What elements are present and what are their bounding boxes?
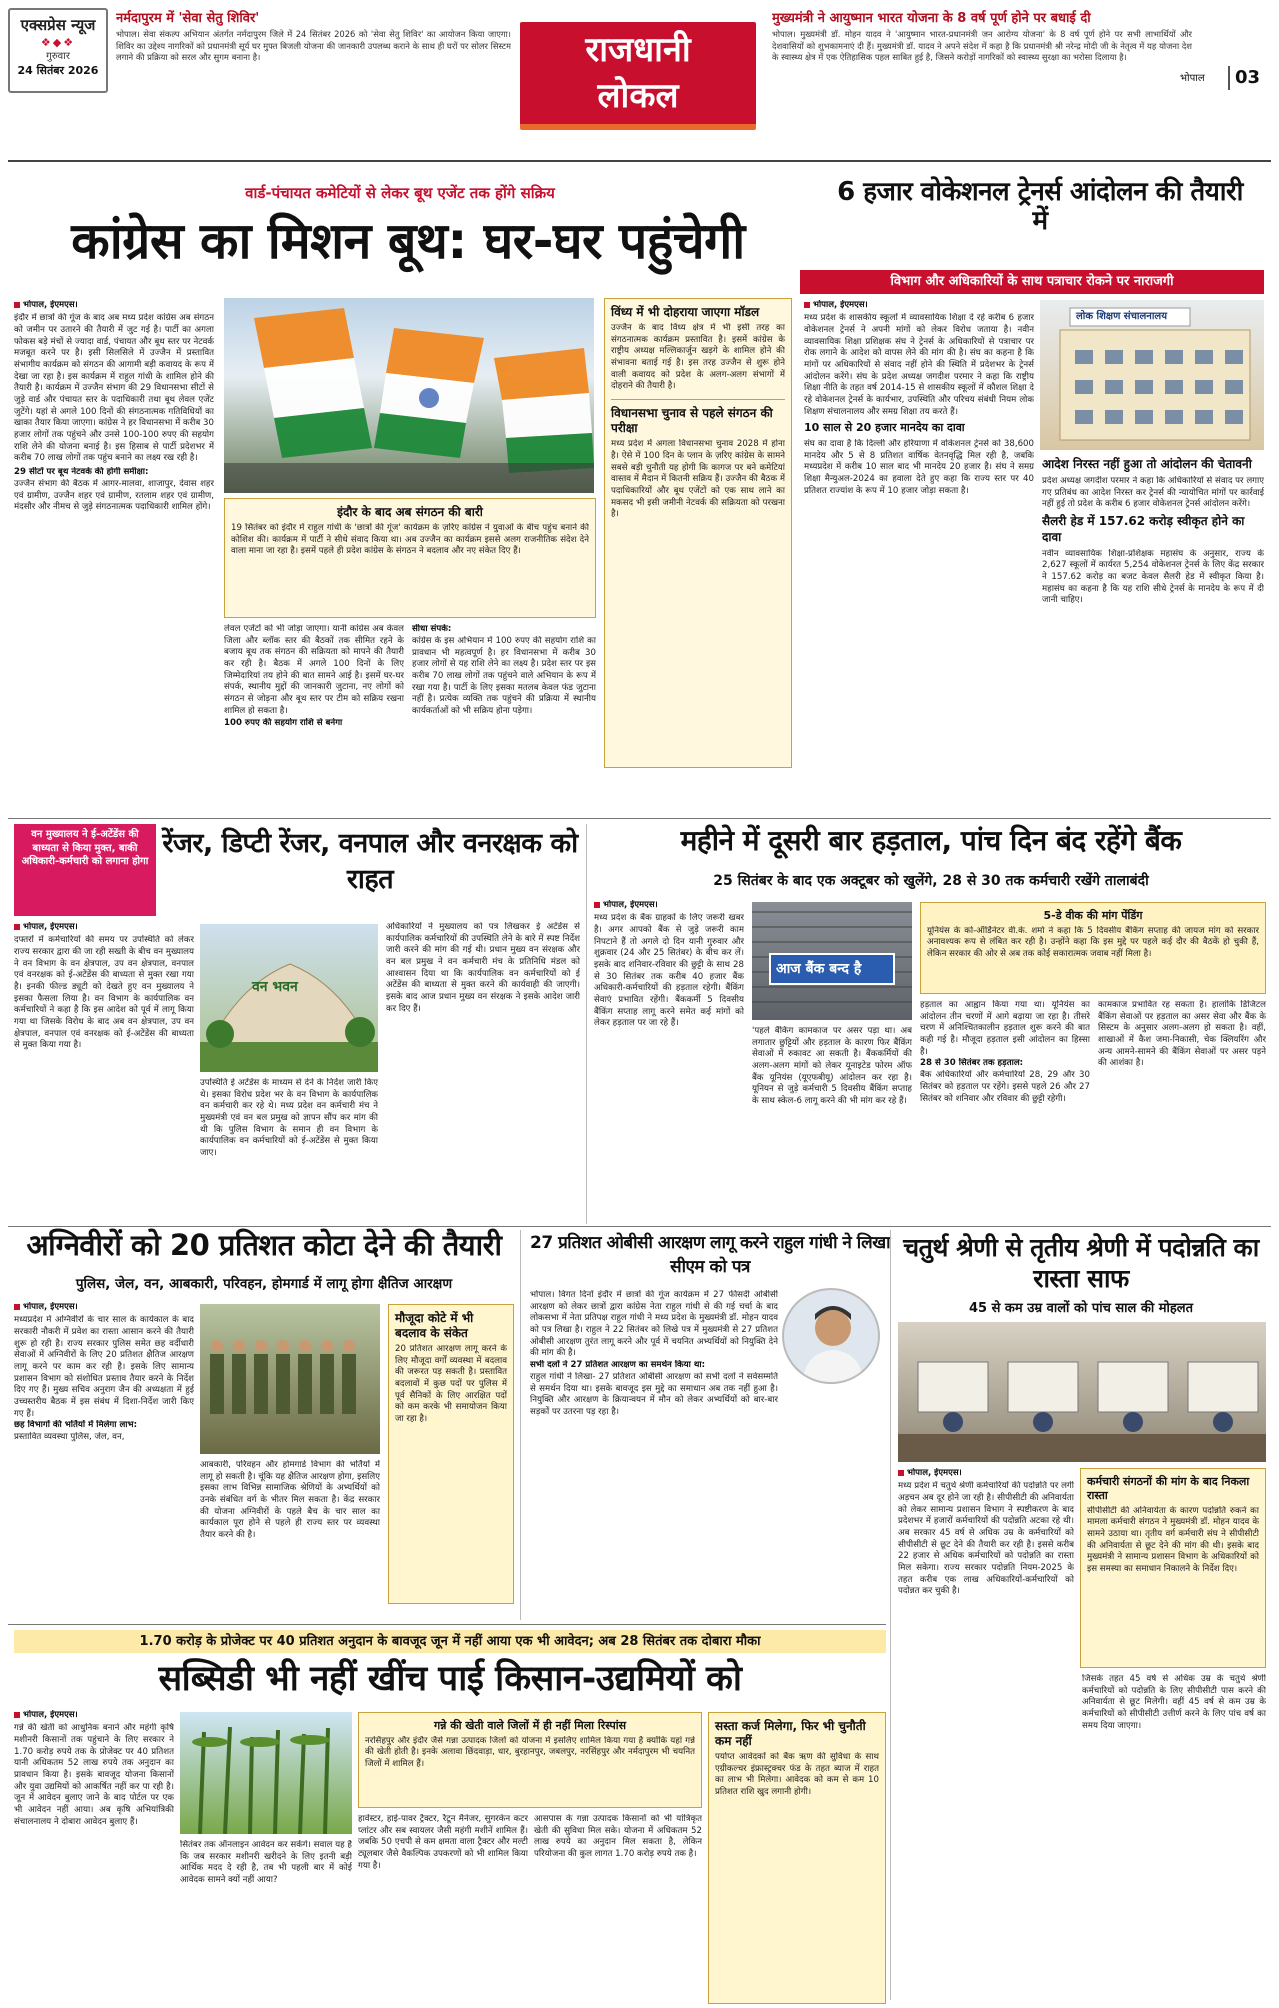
forest-col2-text: उपस्थिति ई अटेंडेंस के माध्यम से देने के निर्देश जारी किए थे। इसका विरोध प्रदेश भर के वन विभाग के कार्यपालिक वन कर्मचारी कर रहे थे। मध्य प्रदेश वन कर्मचारी मंच ने मुख्यमंत्री एवं वन बल प्रमुख को ज्ञापन सौंप कर मांग की थी कि पुलिस विभाग के समान ही वन विभाग के कार्यपालिक वन कर्मचारियों को ई-अटेंडेंस से मुक्त किया जाए। [200,1078,378,1159]
forest-headline: रेंजर, डिप्टी रेंजर, वनपाल और वनरक्षक को राहत [162,828,578,895]
promotion-col2-text: जिसके तहत 45 वर्ष से अधिक उम्र के चतुर्थ श्रेणी कर्मचारियों को पदोन्नति के लिए सीपीसीटी पास करने की अनिवार्यता से छूट मिलेगी। वहीं 45 वर्ष से कम उम्र के कर्मचारियों को सीपीसीटी उत्तीर्ण करने के लिए पांच वर्ष का समय दिया जाएगा। [1082,1674,1266,1731]
office-illustration [898,1322,1266,1462]
agniveer-col1-sub: छह विभागों की भर्तियों में मिलेगा लाभ: [14,1420,138,1431]
sugarcane-illustration [180,1712,352,1834]
issue-day: गुरुवार [46,51,70,63]
congress-headline: कांग्रेस का मिशन बूथ: घर-घर पहुंचेगी [71,212,745,270]
bank-kicker: 25 सितंबर के बाद एक अक्टूबर को खुलेंगे, 28 से 30 तक कर्मचारी रखेंगे तालाबंदी [713,873,1149,889]
congress-side2-text: मध्य प्रदेश में अगला विधानसभा चुनाव 2028 में होना है। ऐसे में 100 दिन के प्लान के ज़रिए कांग्रेस के सामने सबसे बड़ी चुनौती यह होगी कि कागज पर बने कमेटियां वास्तव में मैदान में कितनी सक्रिय हैं। उज्जैन की बैठक में पदाधिकारियों और बूथ एजेंटों को एक साथ लाने का मकसद भी इसी जमीनी नेटवर्क की सक्रियता को परखना है। [611,439,785,520]
congress-byline: भोपाल, ईएमएस। [14,300,214,311]
vocational-col2-text: प्रदेश अध्यक्ष जगदीश परमार ने कहा कि अधिकारियों से संवाद पर लगाए गए प्रतिबंध का आदेश निरस्त कर ट्रेनर्स की न्यायोचित मांगों पर कार्रवाई नहीं हुई तो प्रदेश के करीब 6 हजार वोकेशनल ट्रेनर्स आंदोलन करेंगे। [1042,475,1264,510]
rahul-gandhi-photo [782,1288,880,1384]
congress-side1-title: विंध्य में भी दोहराया जाएगा मॉडल [611,305,760,319]
subsidy-box-text: नरसिंहपुर और इंदौर जैसे गन्ना उत्पादक जिलों को योजना में इसलिए शामिल किया गया है क्योंकि यहां गन्ने की खेती होती है। इनके अलावा छिंदवाड़ा, धार, बुरहानपुर, जबलपुर, नरसिंहपुर और नर्मदापुरम भी चयनित जिलों में शामिल हैं। [365,1735,695,1770]
forest-photo-caption: वन भवन [252,979,298,995]
bank-photo-caption: आज बैंक बन्द है [776,961,862,977]
forest-col3 [386,922,580,1222]
agniveer-box-title: मौजूदा कोटे में भी बदलाव के संकेत [395,1311,474,1340]
congress-col3-text: कांग्रेस के इस अभियान में 100 रुपए की सहयोग राशि का प्रावधान भी महत्वपूर्ण है। हर विधानसभा में करीब 30 हजार लोगों से यह राशि लेने का लक्ष्य है। प्रदेश स्तर पर इस करीब 70 लाख लोगों तक पहुंचने वाले अभियान के रूप में रखा गया है। पार्टी के लिए इसका मतलब केवल फंड जुटाना नहीं है। प्रत्येक व्यक्ति तक पहुंचने की प्रक्रिया में स्थानीय कार्यकर्ताओं को भी सक्रिय होना पड़ेगा। [412,635,596,716]
congress-side1-text: उज्जैन के बाद विंध्य क्षेत्र में भी इसी तरह का संगठनात्मक कार्यक्रम प्रस्तावित है। इसमें कांग्रेस के राष्ट्रीय अध्यक्ष मल्लिकार्जुन खड़गे के शामिल होने की संभावना बताई गई है। इस तरह उज्जैन से शुरू होने वाली कवायद को प्रदेश के अलग-अलग संभागों में दोहराने की तैयारी है। [611,323,785,392]
promotion-headline: चतुर्थ श्रेणी से तृतीय श्रेणी में पदोन्नति का रास्ता साफ [903,1233,1259,1294]
congress-col2 [224,624,404,810]
congress-indore-title: इंदौर के बाद अब संगठन की बारी [337,505,483,519]
congress-indore-text: 19 सितंबर को इंदौर में राहुल गांधी के 'छात्रों की गूंज' कार्यक्रम के ज़रिए कांग्रेस ने युवाओं के बीच पहुंच बनाने की कोशिश की। कार्यक्रम में पार्टी ने सीधे संवाद किया था। अब उज्जैन का कार्यक्रम इससे अलग राजनीतिक संदेश देने वाला माना जा रहा है। इसमें पहले ही प्रदेश कांग्रेस के संगठन ने बदलाव और नए संकेत दिए हैं। [231,523,589,557]
obc-sub: सभी दलों ने 27 प्रतिशत आरक्षण का समर्थन किया था: [530,1360,706,1371]
vocational-col2 [1042,454,1264,810]
section-title-line2: लोकल [597,76,679,116]
agniveer-col1 [14,1302,194,1620]
vocational-sub1: 10 साल से 20 हजार मानदेय का दावा [804,421,965,435]
agniveer-col1-b: प्रस्तावित व्यवस्था पुलिस, जेल, वन, [14,1432,125,1443]
agniveer-col1-text: मध्यप्रदेश में अग्निवीरों के चार साल के कार्यकाल के बाद सरकारी नौकरी में प्रवेश का रास्ता आसान करने की तैयारी शुरू हो रही है। राज्य सरकार पुलिस समेत छह वर्दीधारी सेवाओं में अग्निवीरों के लिए 20 प्रतिशत क्षैतिज आरक्षण लागू करने पर काम कर रही है। इसके लिए सामान्य प्रशासन विभाग को संशोधित प्रस्ताव तैयार करने के निर्देश दिए गए हैं। मुख्य सचिव अनुराग जैन की अध्यक्षता में हुई उच्चस्तरीय बैठक में इस संबंध में दिशा-निर्देश जारी किए गए हैं। [14,1315,194,1419]
subsidy-box-title: गन्ने की खेती वाले जिलों में ही नहीं मिला रिस्पांस [433,1719,627,1732]
subsidy-col2-text: सितंबर तक ऑनलाइन आवेदन कर सकेंगे। सवाल यह है कि जब सरकार मशीनरी खरीदने के लिए इतनी बड़ी आर्थिक मदद दे रही है, तब भी पहली बार में कोई आवेदक सामने क्यों नहीं आया? [180,1840,352,1886]
agniveer-byline: भोपाल, ईएमएस। [14,1302,194,1313]
agniveer-headline: अग्निवीरों को 20 प्रतिशत कोटा देने की तैयारी [26,1228,502,1262]
forest-col1 [14,922,194,1222]
bank-col1-text: मध्य प्रदेश के बैंक ग्राहकों के लिए जरूरी खबर है। अगर आपको बैंक से जुड़े जरूरी काम निपटाने हैं तो अगले दो दिन यानी गुरुवार और शुक्रवार (24 और 25 सितंबर) के बीच कर लें। इसके बाद शनिवार-रविवार की छुट्टी के साथ 28 से 30 सितंबर तक करीब 40 हजार बैंक अधिकारी-कर्मचारियों की हड़ताल रहेगी। बैंकिंग सेवाएं प्रभावित रहेंगी। बैंककर्मी 5 दिवसीय बैंकिंग सप्ताह लागू करने समेत कई मांगों को लेकर हड़ताल पर जा रहे हैं। [594,913,744,1029]
portrait-illustration [784,1290,880,1384]
subsidy-col1-text: गन्ने की खेती को आधुनिक बनाने और महंगी कृषि मशीनरी किसानों तक पहुंचाने के लिए सरकार ने 1.70 करोड़ रुपये तक के प्रोजेक्ट पर 40 प्रतिशत यानी अधिकतम 52 लाख रुपये तक अनुदान का प्रावधान किया है। इसके बावजूद योजना किसानों और युवा उद्यमियों को आकर्षित नहीं कर पा रही है। जून में आवेदन बुलाए जाने के बाद पोर्टल पर एक भी आवेदन नहीं आया। अब कृषि अभियांत्रिकी संचालनालय ने दोबारा आवेदन बुलाए हैं। [14,1723,174,1827]
subsidy-col4 [534,1814,702,2004]
left-teaser-text: भोपाल। सेवा संकल्प अभियान अंतर्गत नर्मदापुरम जिले में 24 सितंबर 2026 को 'सेवा सेतु शिविर' का आयोजन किया जाएगा। शिविर का उद्देश्य नागरिकों को प्रधानमंत्री सूर्य घर मुफ्त बिजली योजना की जानकारी उपलब्ध कराने के साथ ही घरों पर सोलर सिस्टम लगाने की प्रक्रिया को सरल और सुगम बनाना है। [116,29,511,62]
bank-headline: महीने में दूसरी बार हड़ताल, पांच दिन बंद रहेंगे बैंक [680,824,1182,857]
subsidy-box2-text: पर्याप्त आवेदकों को बैंक ऋण की सुविधा के साथ एग्रीकल्चर इंफ्रास्ट्रक्चर फंड के तहत ब्याज में राहत का लाभ भी मिलेगा। आवेदक को कम से कम 10 प्रतिशत राशि खुद लगानी होगी। [715,1752,879,1798]
vocational-byline: भोपाल, ईएमएस। [804,300,1034,311]
congress-col2-text: लेवल एजेंटों को भी जोड़ा जाएगा। यानी कांग्रेस अब केवल जिला और ब्लॉक स्तर की बैठकों तक सीमित रहने के बजाय बूथ तक संगठन की सक्रियता को मापने की तैयारी कर रही है। बैठक में अगले 100 दिनों के लिए जिम्मेदारियां तय होने की बात सामने आई है। इसमें घर-घर संपर्क, स्थानीय मुद्दों की जानकारी जुटाना, नए लोगों को संगठन से जोड़ना और बूथ स्तर पर टीम को सक्रिय रखना शामिल हो सकता है। [224,624,404,716]
sugarcane-photo [180,1712,352,1834]
bank-byline: भोपाल, ईएमएस। [594,900,744,911]
promotion-box-text: सीपीसीटी की अनिवार्यता के कारण पदोन्नति रुकने का मामला कर्मचारी संगठन ने मुख्यमंत्री डॉ. मोहन यादव के सामने उठाया था। तृतीय वर्ग कर्मचारी संघ ने सीपीसीटी की अनिवार्यता से छूट देने की मांग की थी। इसके बाद मुख्यमंत्री ने सामान्य प्रशासन विभाग के अधिकारियों को इस समस्या का समाधान निकालने के निर्देश दिए। [1087,1505,1259,1574]
right-teaser-text: भोपाल। मुख्यमंत्री डॉ. मोहन यादव ने 'आयुष्मान भारत-प्रधानमंत्री जन आरोग्य योजना' के 8 वर्ष पूर्ण होने पर सभी लाभार्थियों और देशवासियों को शुभकामनाएं दी हैं। मुख्यमंत्री डॉ. यादव ने अपने संदेश में कहा है कि प्रधानमंत्री श्री नरेन्द्र मोदी जी के नेतृत्व में यह योजना देश के स्वास्थ्य क्षेत्र में एक ऐतिहासिक पहल साबित हुई है, जिसने करोड़ों नागरिकों को स्वास्थ्य सुरक्षा का भरोसा दिलाया है। [772,29,1192,62]
obc-col1 [530,1290,778,1620]
subsidy-col2 [180,1840,352,2004]
bank-col4 [1098,1000,1266,1222]
agniveer-col2-text: आबकारी, परिवहन और होमगार्ड विभाग की भर्तियों में लागू हो सकती है। चूंकि यह क्षैतिज आरक्षण होगा, इसलिए इसका लाभ विभिन्न सामाजिक श्रेणियों के अभ्यर्थियों को उनके संबंधित वर्ग के भीतर मिल सकता है। केंद्र सरकार की योजना अग्निवीरों के पहले बैच के चार साल का कार्यकाल पूरा होने से पहले ही राज्य स्तर पर व्यवस्था तैयार करने की है। [200,1460,380,1541]
vocational-sub3: सैलरी हेड में 157.62 करोड़ स्वीकृत होने का दावा [1042,513,1245,544]
agniveer-col2 [200,1460,380,1620]
congress-indore-box [224,498,596,618]
congress-col1 [14,300,214,808]
subsidy-col3 [358,1814,528,2004]
soldiers-illustration [200,1304,380,1454]
brand-ornament-icon: ❖◆❖ [40,35,76,49]
promotion-kicker: 45 से कम उम्र वालों को पांच साल की मोहलत [969,1301,1193,1316]
forest-building-illustration [200,924,378,1072]
obc-headline: 27 प्रतिशत ओबीसी आरक्षण लागू करने राहुल गांधी ने लिखा सीएम को पत्र [530,1233,890,1277]
bank-col3-b: बैंक अधिकारियों और कर्मचारियों 28, 29 और 30 सितंबर को हड़ताल पर रहेंगे। इससे पहले 26 और 27 सितंबर को शनिवार और रविवार की छुट्टी रहेगी। [920,1070,1090,1104]
forest-kicker: वन मुख्यालय ने ई-अटेंडेंस की बाध्यता से किया मुक्त, बाकी अधिकारी-कर्मचारी को लगाना होगा [14,824,156,916]
congress-side2-title: विधानसभा चुनाव से पहले संगठन की परीक्षा [611,406,773,436]
obc-col1-b: राहुल गांधी ने लिखा- 27 प्रतिशत ओबीसी आरक्षण को सभी दलों ने सर्वसम्मति से समर्थन दिया था। इसके बावजूद इस मुद्दे का समाधान अब तक नहीं हुआ है। नियुक्ति और आरक्षण के क्रियान्वयन में मौन को लेकर अभ्यर्थियों को बार-बार सड़कों पर उतरना पड़ रहा है। [530,1371,778,1417]
congress-col1-sub: 29 सीटों पर बूथ नेटवर्क की होगी समीक्षा: [14,467,149,478]
page-number: 03 [1228,66,1260,90]
forest-building-photo [200,924,378,1072]
bank-col3-text: हड़ताल का आह्वान किया गया था। यूनियंस का आंदोलन तीन चरणों में आगे बढ़ाया जा रहा है। तीसरे चरण में अनिश्चितकालीन हड़ताल शुरू करने की बात कही गई है। मौजूदा हड़ताल इसी आंदोलन का हिस्सा है। [920,1000,1090,1057]
vocational-col1 [804,300,1034,812]
promotion-col1-text: मध्य प्रदेश में चतुर्थ श्रेणी कर्मचारियों की पदोन्नति पर लगी अड़चन अब दूर होने जा रही है। सीपीसीटी की अनिवार्यता को लेकर सामान्य प्रशासन विभाग ने स्पष्टीकरण के बाद प्रदेशभर में हजारों कर्मचारियों की पदोन्नति अटका रहे थी। अब सरकार 45 वर्ष से अधिक उम्र के कर्मचारियों को सीपीसीटी से छूट देने की तैयारी कर रही है। इससे करीब 22 हजार से अधिक कर्मचारियों को पदोन्नति का रास्ता मिल सकेगा। राज्य सरकार पदोन्नति नियम-2025 के तहत करीब एक लाख अधिकारियों-कर्मचारियों को पदोन्नत कर चुकी है। [898,1481,1074,1597]
page-city: भोपाल [1180,73,1205,84]
bank-col4-text: कामकाज प्रभावित रह सकता है। हालांकि डिजिटल बैंकिंग सेवाओं पर हड़ताल का असर सेवा और बैंक के सिस्टम के अनुसार अलग-अलग हो सकता है। वहीं, शाखाओं में कैश जमा-निकासी, चेक क्लियरिंग और अन्य आमने-सामने की बैंकिंग सेवाओं पर असर पड़ने की आशंका है। [1098,1000,1266,1069]
congress-col3 [412,624,596,810]
brand-name: एक्सप्रेस न्यूज [20,16,96,34]
right-teaser-title: मुख्यमंत्री ने आयुष्मान भारत योजना के 8 वर्ष पूर्ण होने पर बधाई दी [772,11,1091,26]
vocational-photo-caption: लोक शिक्षण संचालनालय [1076,311,1168,322]
bank-box [920,902,1266,994]
vocational-col2-b: नवीन व्यावसायिक शिक्षा-प्रशिक्षक महासंघ के अनुसार, राज्य के 2,627 स्कूलों में कार्यरत 5,254 वोकेशनल ट्रेनर्स के लिए केंद्र सरकार ने 157.62 करोड़ का बजट केवल सैलरी हेड में स्वीकृत किया है। महासंघ का कहना है कि यह राशि सीधे ट्रेनर्स के मानदेय के रूप में दी जानी चाहिए। [1042,548,1264,606]
promotion-box [1080,1468,1266,1668]
bank-box-title: 5-डे वीक की मांग पेंडिंग [1043,909,1143,922]
vocational-kicker: विभाग और अधिकारियों के साथ पत्राचार रोकने पर नाराजगी [800,270,1264,294]
bank-col3-sub: 28 से 30 सितंबर तक हड़ताल: [920,1058,1024,1069]
section-title-box [520,22,756,130]
left-teaser-title: नर्मदापुरम में 'सेवा सेतु शिविर' [116,11,260,26]
congress-rally-photo [224,298,594,493]
vocational-building-photo [1040,300,1264,450]
subsidy-col3-text: हार्वेस्टर, हाई-पावर ट्रैक्टर, रैटून मैनेजर, सुगरकेन कटर प्लांटर और सब स्वायलर जैसी महंगी मशीनें शामिल हैं। जबकि 50 एचपी से कम क्षमता वाला ट्रैक्टर और मल्टी ट्यूलबार जैसे वैकल्पिक उपकरणों को भी शामिल किया गया है। [358,1814,528,1871]
subsidy-byline: भोपाल, ईएमएस। [14,1710,174,1721]
subsidy-col4-text: आसपास के गन्ना उत्पादक किसानों को भी यांत्रिकृत खेती की सुविधा मिल सके। योजना में अधिकतम 52 लाख रुपये का अनुदान मिल सकता है, लेकिन परियोजना की कुल लागत 1.70 करोड़ रुपये तक है। [534,1814,702,1860]
bank-col2 [752,1026,912,1222]
congress-kicker: वार्ड-पंचायत कमेटियों से लेकर बूथ एजेंट तक होंगे सक्रिय [245,184,555,202]
agniveer-soldiers-photo [200,1304,380,1454]
masthead-brand-box [8,8,108,93]
congress-col3-sub: सीधा संपर्क: [412,624,452,634]
bank-closed-photo [752,902,912,1020]
promotion-byline: भोपाल, ईएमएस। [898,1468,1074,1479]
vocational-sub2: आदेश निरस्त नहीं हुआ तो आंदोलन की चेतावनी [1042,457,1252,471]
bank-col1 [594,900,744,1222]
subsidy-box [358,1712,702,1808]
subsidy-col1 [14,1710,174,2004]
subsidy-box2 [708,1712,886,2004]
right-teaser [772,10,1192,110]
congress-side-box [604,298,792,768]
congress-col2-sub: 100 रुपए की सहयोग राशि से बनेगा [224,717,343,728]
promotion-col2 [1082,1674,1266,2004]
forest-byline: भोपाल, ईएमएस। [14,922,194,933]
subsidy-kicker: 1.70 करोड़ के प्रोजेक्ट पर 40 प्रतिशत अनुदान के बावजूद जून में नहीं आया एक भी आवेदन; अब 28 सितंबर तक दोबारा मौका [14,1630,886,1653]
forest-col1-text: दफ्तरों में कर्मचारियों की समय पर उपस्थिति को लेकर राज्य सरकार द्वारा की जा रही सख्ती के बीच वन मुख्यालय ने वन विभाग के वन क्षेत्रपाल, उप वन क्षेत्रपाल, वनपाल एवं वनरक्षक को ई-अटेंडेंस की बाध्यता से मुक्त रखा गया है। इनकी फील्ड ड्यूटी को देखते हुए वन मुख्यालय ने इसका फैसला लिया है। वन विभाग के कार्यपालिक वन कर्मचारियों ने कहा है कि इस आदेश को पूर्व में लागू किया गया था जिसके विरोध के बाद अब वन क्षेत्रपाल, उप वन क्षेत्रपाल, वनपाल एवं वनरक्षक को ई-अटेंडेंस की बाध्यता से मुक्त किया गया है। [14,935,194,1051]
vocational-headline: 6 हजार वोकेशनल ट्रेनर्स आंदोलन की तैयारी में [837,177,1243,236]
section-title-line1: राजधानी [585,30,691,70]
subsidy-headline: सब्सिडी भी नहीं खींच पाई किसान-उद्यमियों को [158,1659,742,1699]
obc-col1-text: भोपाल। विगत दिनों इंदौर में छात्रों की गूंज कार्यक्रम में 27 फीसदी ओबीसी आरक्षण को लेकर छात्रों द्वारा कांग्रेस नेता राहुल गांधी से की गई चर्चा के बाद लोकसभा में नेता प्रतिपक्ष राहुल गांधी ने मध्य प्रदेश के मुख्यमंत्री डॉ. मोहन यादव को पत्र लिखा है। राहुल ने 22 सितंबर को लिखे पत्र में मुख्यमंत्री से 27 प्रतिशत ओबीसी आरक्षण तुरंत लागू करने और पूर्व में चयनित अभ्यर्थियों को नियुक्ति देने की मांग की है। [530,1290,778,1359]
agniveer-box [388,1304,514,1604]
left-teaser [116,10,511,90]
vocational-col1-b: संघ का दावा है कि दिल्ली और हरियाणा में वोकेशनल ट्रेनर्स को 38,600 मानदेय और 5 से 8 प्रतिशत वार्षिक वेतनवृद्धि मिल रही है, जबकि मध्यप्रदेश में करीब 10 साल बाद भी मानदेय 20 हजार है। संघ ने समग्र शिक्षा मैन्युअल-2024 का हवाला देते हुए कहा कि राज्य स्तर पर 40 प्रतिशत राज्यांश के रूप में 10 हजार जोड़ा सकता है। [804,438,1034,496]
congress-col1-text: इंदौर में छात्रों की गूंज के बाद अब मध्य प्रदेश कांग्रेस अब संगठन को जमीन पर उतारने की तैयारी में जुट गई है। पार्टी का अगला फोकस बड़े मंचों से ज्यादा वार्ड, पंचायत और बूथ स्तर पर नेटवर्क मजबूत करने पर है। इसी सिलसिले में उज्जैन में प्रस्तावित संभागीय कार्यक्रम को संगठन की आगामी बड़ी कवायद के रूप में देखा जा रहा है। इस कार्यक्रम में राहुल गांधी के शामिल होने की तैयारी है। कार्यक्रम में उज्जैन संभाग की 29 विधानसभा सीटों से जुड़े वार्ड और पंचायत स्तर के पदाधिकारी तथा बूथ लेवल एजेंट जुटेंगे। यहां से अगले 100 दिनों की संगठनात्मक गतिविधियों का खाका तैयार किया जाएगा। कांग्रेस ने हर विधानसभा में करीब 30 हजार लोगों तक पहुंचने और उनसे 100-100 रुपए की सहयोग राशि लेने की योजना बनाई है। इस हिसाब से पार्टी प्रदेशभर में करीब 70 लाख लोगों तक पहुंच बनाने का लक्ष्य रख रही है। [14,313,214,464]
promotion-col1 [898,1468,1074,2004]
issue-date: 24 सितंबर 2026 [17,63,99,77]
promotion-box-title: कर्मचारी संगठनों की मांग के बाद निकला रास्ता [1087,1475,1250,1502]
subsidy-box2-title: सस्ता कर्ज मिलेगा, फिर भी चुनौती कम नहीं [715,1719,866,1748]
congress-col1-b: उज्जैन संभाग की बैठक में आगर-मालवा, शाजापुर, देवास शहर एवं ग्रामीण, उज्जैन शहर एवं ग्रामीण, रतलाम शहर एवं ग्रामीण, मंदसौर और नीमच से जुड़े संगठनात्मक पदाधिकारी शामिल होंगे। [14,478,214,513]
bank-box-text: यूनियंस के को-ऑर्डिनेटर वी.के. शर्मा ने कहा कि 5 दिवसीय बैंकिंग सप्ताह की जायज मांग को सरकार अनावश्यक रूप से लंबित कर रही है। उन्होंने कहा कि इस मुद्दे पर पहले कई दौर की बैठकें हो चुकी हैं, लेकिन सरकार की ओर से अब तक कोई सकारात्मक जवाब नहीं मिला है। [927,925,1259,960]
promotion-office-photo [898,1322,1266,1462]
agniveer-kicker: पुलिस, जेल, वन, आबकारी, परिवहन, होमगार्ड में लागू होगा क्षैतिज आरक्षण [75,1276,453,1292]
agniveer-box-text: 20 प्रतिशत आरक्षण लागू करने के लिए मौजूदा वर्गों व्यवस्था में बदलाव की जरूरत पड़ सकती है। प्रस्तावित बदलावों में कुछ पदों पर पुलिस में पूर्व सैनिकों के लिए आरक्षित पदों को कम करके भी समायोजन किया जा रहा है। [395,1344,507,1425]
bank-col3 [920,1000,1090,1222]
bank-col2-text: 'पहले बैंकिंग कामकाज पर असर पड़ा था। अब लगातार छुट्टियों और हड़ताल के कारण फिर बैंकिंग सेवाओं में रुकावट आ सकती है। बैंककर्मियों की अलग-अलग मांगों को लेकर यूनाइटेड फोरम ऑफ बैंक यूनियंस (यूएफबीयू) आंदोलन कर रहा है। यूनियन से जुड़े कर्मचारी 5 दिवसीय बैंकिंग सप्ताह के साथ स्केल-6 लागू करने की भी मांग कर रहे हैं। [752,1026,912,1107]
vocational-col1-text: मध्य प्रदेश के शासकीय स्कूलों में व्यावसायिक शिक्षा दे रहे करीब 6 हजार वोकेशनल ट्रेनर्स ने अपनी मांगों को लेकर विरोध जताया है। नवीन व्यावसायिक शिक्षा प्रशिक्षक संघ ने ट्रेनर्स के अधिकारियों से पत्राचार पर रोक लगाने के आदेश को वापस लेने की मांग की है। संघ का कहना है कि मांगों पर अधिकारियों से संवाद नहीं होने की स्थिति में प्रदेशभर के ट्रेनर्स आंदोलन करेंगे। संघ के प्रदेश अध्यक्ष जगदीश परमार ने कहा कि राष्ट्रीय शिक्षा नीति के तहत वर्ष 2014-15 से शासकीय स्कूलों में कौशल शिक्षा दे रहे वोकेशनल ट्रेनर्स के कार्यभार, उपस्थिति और परिचय संबंधी नियम लोक शिक्षण संचालनालय और समग्र शिक्षा तय करते हैं। [804,313,1034,417]
forest-col3-text: अधिकारियों ने मुख्यालय को पत्र लिखकर ई अटेंडेंस से कार्यपालिक कर्मचारियों की उपस्थिति लेने के बारे में स्पष्ट निर्देश जारी करने की मांग की गई थी। प्रधान मुख्य वन संरक्षक और वन बल प्रमुख ने वन कर्मचारी मंच के प्रतिनिधि मंडल को आश्वासन दिया था कि कार्यपालिक वन कर्मचारियों को ई अटेंडेंस की बाध्यता से मुक्त करने की कार्यवाही की जाएगी। इसके बाद आज प्रधान मुख्य वन संरक्षक ने इसके आदेश जारी कर दिए हैं। [386,922,580,1014]
congress-flags-illustration [224,298,594,493]
forest-col2 [200,1078,378,1222]
